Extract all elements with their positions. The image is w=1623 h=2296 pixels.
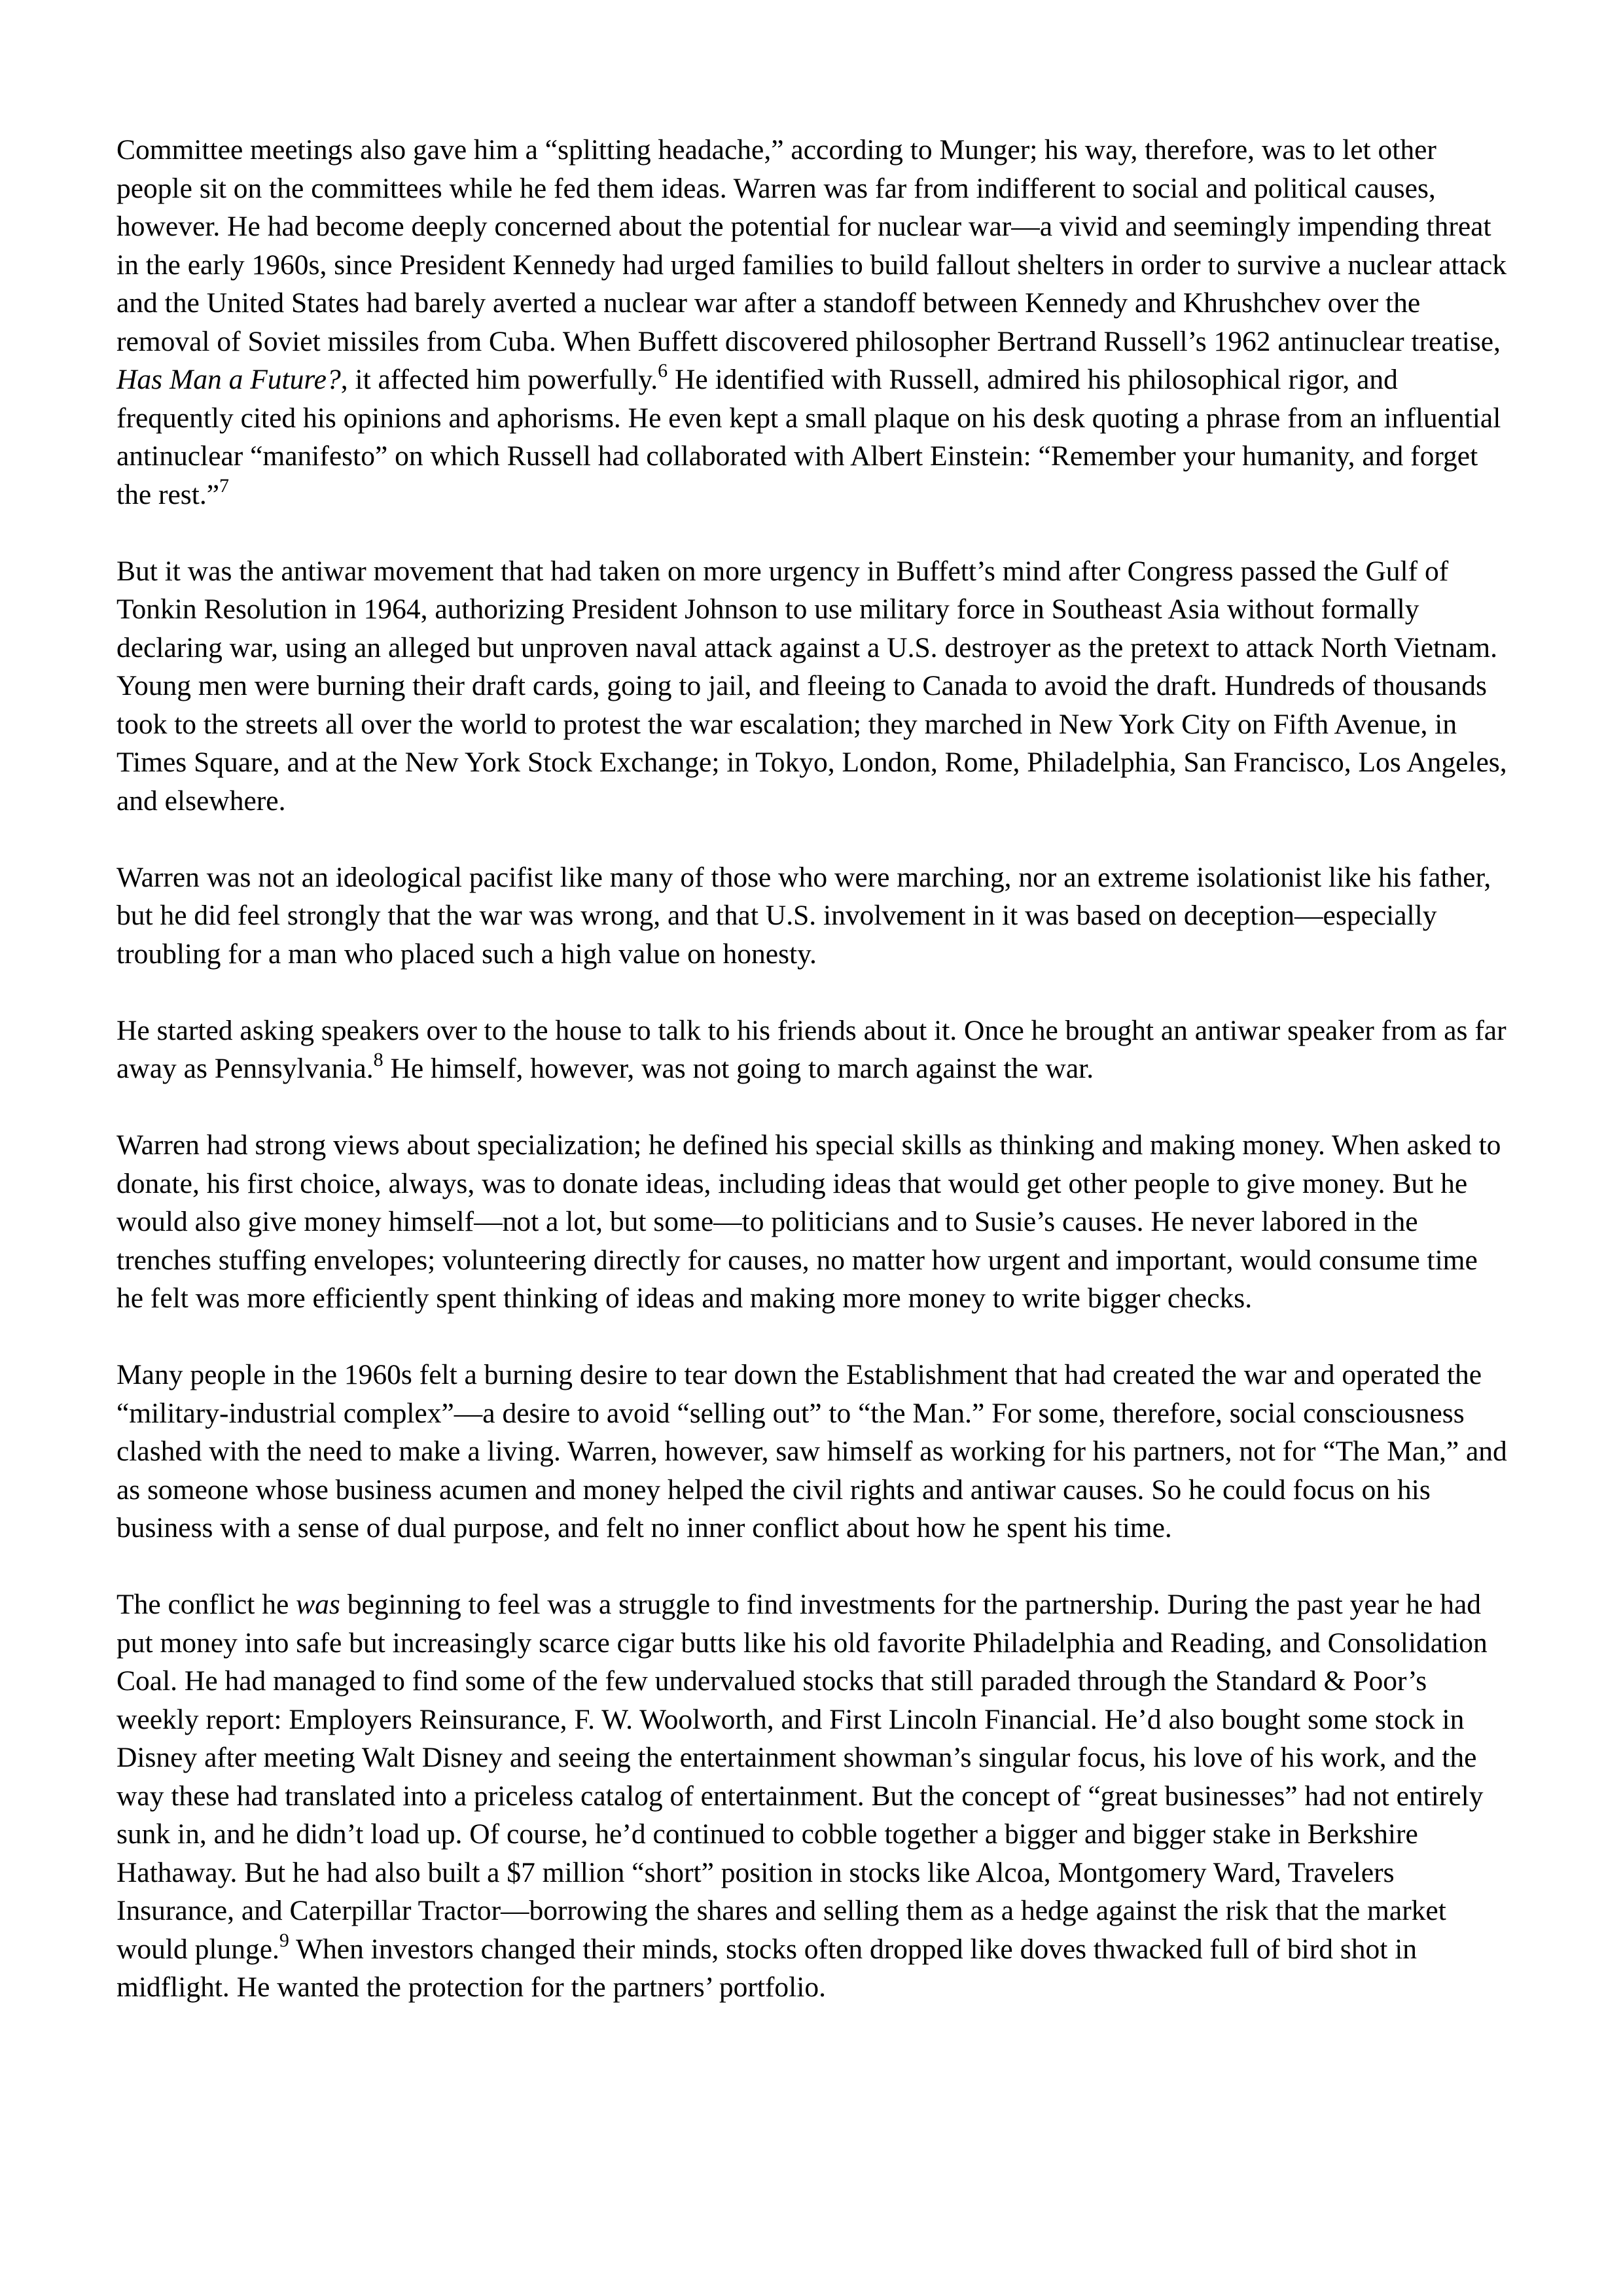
text-span: beginning to feel was a struggle to find investments for the partnership. During the past year he had put money into safe but increasingly scarce cigar butts like his old favorite Philadelphia and Reading, and Consolidation Coal. He had managed to find some of the few undervalued stocks that still paraded through the Standard & Poor’s weekly report: Employers Reinsurance, F. W. Woolworth, and First Lincoln Financial. He’d also bought some stock in Disney after meeting Walt Disney and seeing the entertainment showman’s singular focus, his love of his work, and the way these had translated into a priceless catalog of entertainment. But the concept of “great businesses” had not entirely sunk in, and he didn’t load up. Of course, he’d continued to cobble together a bigger and bigger stake in Berkshire Hathaway. But he had also built a $7 million “short” position in stocks like Alcoa, Montgomery Ward, Travelers Insurance, and Caterpillar Tractor—borrowing the shares and selling them as a hedge against the risk that the market would plunge. bbox=[116, 1589, 1488, 1965]
text-span: But it was the antiwar movement that had taken on more urgency in Buffett’s mind after Congress passed the Gulf of Tonkin Resolution in 1964, authorizing President Johnson to use military force in Southeast Asia without formally declaring war, using an alleged but unproven naval attack against a U.S. destroyer as the pretext to attack North Vietnam. Young men were burning their draft cards, going to jail, and fleeing to Canada to avoid the draft. Hundreds of thousands took to the streets all over the world to protest the war escalation; they marched in New York City on Fifth Avenue, in Times Square, and at the New York Stock Exchange; in Tokyo, London, Rome, Philadelphia, San Francisco, Los Angeles, and elsewhere. bbox=[116, 555, 1507, 817]
text-span: , it affected him powerfully. bbox=[340, 364, 658, 395]
footnote-marker: 9 bbox=[279, 1929, 289, 1951]
paragraph-2 bbox=[116, 552, 1510, 821]
paragraph-7 bbox=[116, 1585, 1510, 2007]
text-span: He started asking speakers over to the house to talk to his friends about it. Once he brought an antiwar speaker from as far away as Pennsylvania. bbox=[116, 1014, 1507, 1084]
paragraph-3 bbox=[116, 858, 1510, 974]
text-span: The conflict he bbox=[116, 1589, 296, 1620]
book-title-italic: Has Man a Future? bbox=[116, 364, 341, 395]
text-span: When investors changed their minds, stocks often dropped like doves thwacked full of bird shot in midflight. He wanted the protection for the partners’ portfolio. bbox=[116, 1933, 1418, 2003]
text-span: He himself, however, was not going to march against the war. bbox=[383, 1053, 1094, 1084]
paragraph-5 bbox=[116, 1126, 1510, 1318]
text-span: Warren had strong views about specialization; he defined his special skills as thinking and making money. When asked to donate, his first choice, always, was to donate ideas, including ideas that would get other people to give money. But he would also give money himself—not a lot, but some—to politicians and to Susie’s causes. He never labored in the trenches stuffing envelopes; volunteering directly for causes, no matter how urgent and important, would consume time he felt was more efficiently spent thinking of ideas and making more money to write bigger checks. bbox=[116, 1129, 1501, 1314]
text-span: Many people in the 1960s felt a burning desire to tear down the Establishment that had created the war and operated the “military-industrial complex”—a desire to avoid “selling out” to “the Man.” For some, therefore, social consciousness clashed with the need to make a living. Warren, however, saw himself as working for his partners, not for “The Man,” and as someone whose business acumen and money helped the civil rights and antiwar causes. So he could focus on his business with a sense of dual purpose, and felt no inner conflict about how he spent his time. bbox=[116, 1359, 1507, 1544]
text-span: He identified with Russell, admired his philosophical rigor, and frequently cited his opinions and aphorisms. He even kept a small plaque on his desk quoting a phrase from an influential antinuclear “manifesto” on which Russell had collaborated with Albert Einstein: “Remember your humanity, and forget the rest.” bbox=[116, 364, 1501, 510]
footnote-marker: 8 bbox=[373, 1049, 383, 1070]
footnote-marker: 6 bbox=[658, 360, 668, 381]
text-span: Committee meetings also gave him a “splitting headache,” according to Munger; his way, therefore, was to let other people sit on the committees while he fed them ideas. Warren was far from indifferent to social and political causes, however. He had become deeply concerned about the potential for nuclear war—a vivid and seemingly impending threat in the early 1960s, since President Kennedy had urged families to build fallout shelters in order to survive a nuclear attack and the United States had barely averted a nuclear war after a standoff between Kennedy and Khrushchev over the removal of Soviet missiles from Cuba. When Buffett discovered philosopher Bertrand Russell’s 1962 antinuclear treatise, bbox=[116, 134, 1507, 357]
paragraph-1 bbox=[116, 131, 1510, 514]
text-span: Warren was not an ideological pacifist like many of those who were marching, nor an extreme isolationist like his father, but he did feel strongly that the war was wrong, and that U.S. involvement in it was based on deception—especially troubling for a man who placed such a high value on honesty. bbox=[116, 861, 1491, 970]
paragraph-4 bbox=[116, 1012, 1510, 1088]
emphasis-italic: was bbox=[296, 1589, 340, 1620]
paragraph-6 bbox=[116, 1356, 1510, 1547]
footnote-marker: 7 bbox=[219, 474, 230, 497]
book-page-body bbox=[116, 131, 1510, 2007]
